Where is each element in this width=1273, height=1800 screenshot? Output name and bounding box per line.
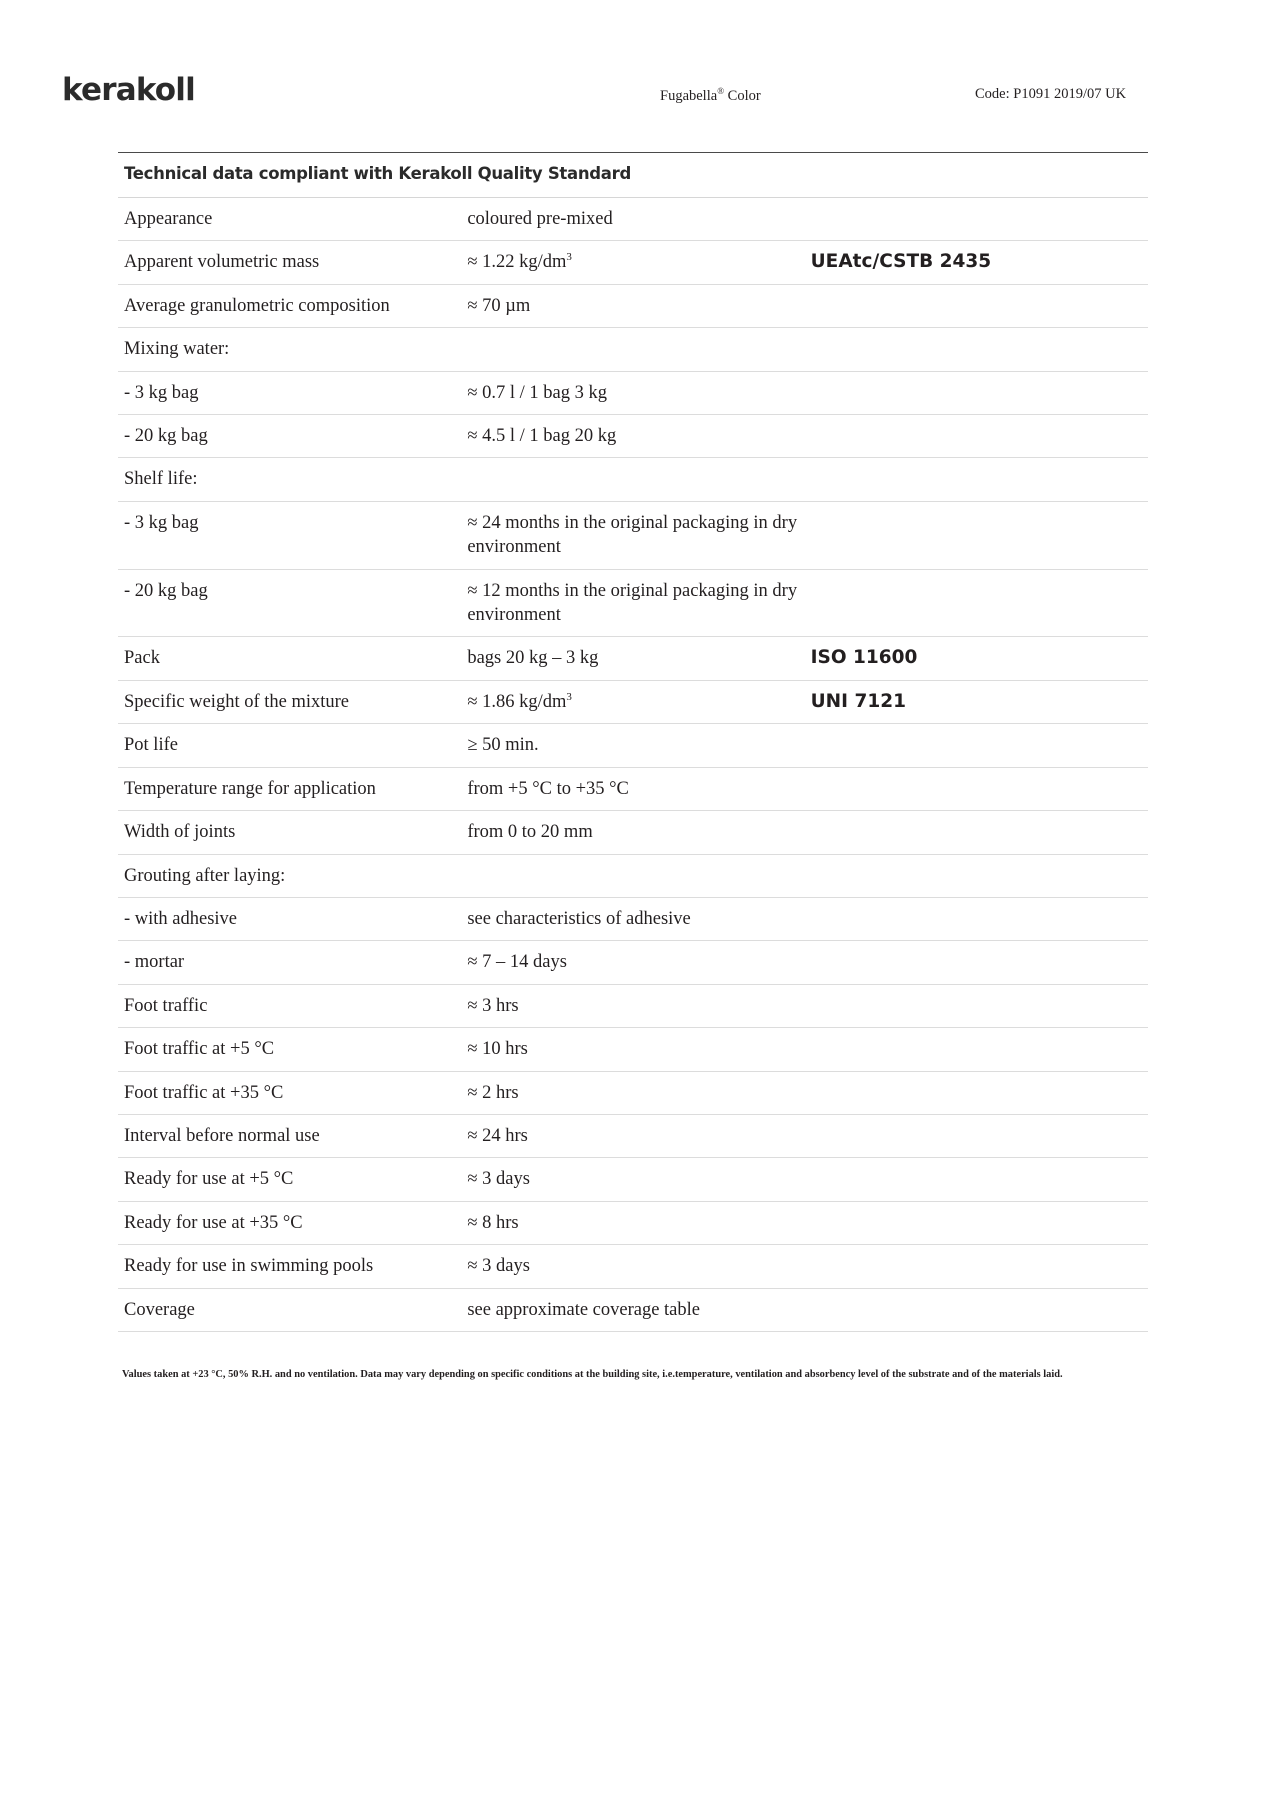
row-standard — [805, 371, 1148, 414]
table-footnote: Values taken at +23 °C, 50% R.H. and no ventilation. Data may vary depending on specific conditions at the building site, i.e.temperature, ventilation and absorbency level of the substrate and of the materials laid. — [122, 1369, 1063, 1380]
table-row — [118, 1158, 1148, 1201]
table-title-row — [118, 153, 1148, 198]
table-row — [118, 1115, 1148, 1158]
row-value: ≈ 0.7 l / 1 bag 3 kg — [461, 371, 804, 414]
kerakoll-logo: kerakoll — [62, 72, 195, 108]
row-value-superscript: 3 — [566, 251, 572, 264]
product-name-suffix: Color — [724, 87, 761, 104]
row-value: bags 20 kg – 3 kg — [461, 637, 804, 680]
technical-data-table-wrap — [118, 152, 1148, 1332]
table-row — [118, 767, 1148, 810]
row-value: ≈ 3 hrs — [461, 984, 804, 1027]
row-label: Temperature range for application — [118, 767, 461, 810]
table-row — [118, 197, 1148, 240]
table-row — [118, 501, 1148, 569]
row-value: see characteristics of adhesive — [461, 897, 804, 940]
row-value: ≈ 24 months in the original packaging in dry environment — [461, 501, 804, 569]
table-row — [118, 941, 1148, 984]
row-value: ≈ 8 hrs — [461, 1201, 804, 1244]
row-standard — [805, 724, 1148, 767]
row-label: - with adhesive — [118, 897, 461, 940]
product-name — [660, 86, 761, 105]
row-standard — [805, 414, 1148, 457]
row-label: - mortar — [118, 941, 461, 984]
row-label: Grouting after laying: — [118, 854, 461, 897]
document-code: Code: P1091 2019/07 UK — [975, 86, 1127, 102]
row-standard — [805, 1288, 1148, 1331]
row-value: ≈ 12 months in the original packaging in dry environment — [461, 569, 804, 637]
row-value — [461, 680, 804, 724]
row-label: - 3 kg bag — [118, 371, 461, 414]
row-value: ≈ 10 hrs — [461, 1028, 804, 1071]
row-standard — [805, 1245, 1148, 1288]
row-label: Foot traffic — [118, 984, 461, 1027]
table-row — [118, 569, 1148, 637]
row-standard — [805, 1158, 1148, 1201]
row-standard — [805, 811, 1148, 854]
row-value: from +5 °C to +35 °C — [461, 767, 804, 810]
row-label: Average granulometric composition — [118, 284, 461, 327]
row-standard — [805, 767, 1148, 810]
row-value — [461, 854, 804, 897]
row-value: ≥ 50 min. — [461, 724, 804, 767]
table-row — [118, 1245, 1148, 1288]
page-header — [0, 72, 1273, 112]
row-standard — [805, 1071, 1148, 1114]
row-label: Interval before normal use — [118, 1115, 461, 1158]
row-standard — [805, 1028, 1148, 1071]
row-value: ≈ 4.5 l / 1 bag 20 kg — [461, 414, 804, 457]
row-value-text: ≈ 1.22 kg/dm — [467, 252, 567, 273]
table-title: Technical data compliant with Kerakoll Quality Standard — [118, 153, 1148, 198]
row-standard — [805, 1115, 1148, 1158]
table-row — [118, 724, 1148, 767]
table-row — [118, 371, 1148, 414]
row-label: Shelf life: — [118, 458, 461, 501]
row-value — [461, 241, 804, 285]
row-standard — [805, 854, 1148, 897]
row-label: Apparent volumetric mass — [118, 241, 461, 285]
row-value: ≈ 3 days — [461, 1158, 804, 1201]
row-label: Pack — [118, 637, 461, 680]
table-row — [118, 680, 1148, 724]
row-standard — [805, 501, 1148, 569]
table-row — [118, 284, 1148, 327]
table-row — [118, 897, 1148, 940]
table-row — [118, 1071, 1148, 1114]
table-row — [118, 241, 1148, 285]
row-standard: UNI 7121 — [805, 680, 1148, 724]
row-standard — [805, 328, 1148, 371]
row-label: - 3 kg bag — [118, 501, 461, 569]
row-value: ≈ 7 – 14 days — [461, 941, 804, 984]
row-value: ≈ 2 hrs — [461, 1071, 804, 1114]
row-standard: UEAtc/CSTB 2435 — [805, 241, 1148, 285]
row-label: Foot traffic at +5 °C — [118, 1028, 461, 1071]
row-value — [461, 328, 804, 371]
row-value: ≈ 3 days — [461, 1245, 804, 1288]
row-value-text: ≈ 1.86 kg/dm — [467, 691, 567, 712]
row-label: - 20 kg bag — [118, 414, 461, 457]
table-body — [118, 153, 1148, 1332]
table-row — [118, 458, 1148, 501]
row-label: Ready for use at +35 °C — [118, 1201, 461, 1244]
technical-data-table — [118, 152, 1148, 1332]
row-label: Width of joints — [118, 811, 461, 854]
table-row — [118, 854, 1148, 897]
row-label: Foot traffic at +35 °C — [118, 1071, 461, 1114]
row-standard: ISO 11600 — [805, 637, 1148, 680]
table-row — [118, 1201, 1148, 1244]
row-value-superscript: 3 — [566, 690, 572, 703]
row-label: Specific weight of the mixture — [118, 680, 461, 724]
table-row — [118, 1028, 1148, 1071]
table-row — [118, 811, 1148, 854]
product-name-text: Fugabella — [660, 87, 718, 104]
row-standard — [805, 197, 1148, 240]
row-standard — [805, 284, 1148, 327]
registered-mark: ® — [717, 86, 725, 96]
row-standard — [805, 984, 1148, 1027]
row-standard — [805, 458, 1148, 501]
row-standard — [805, 941, 1148, 984]
row-value: ≈ 24 hrs — [461, 1115, 804, 1158]
row-value: from 0 to 20 mm — [461, 811, 804, 854]
row-label: Mixing water: — [118, 328, 461, 371]
row-label: Appearance — [118, 197, 461, 240]
row-standard — [805, 1201, 1148, 1244]
table-row — [118, 637, 1148, 680]
table-row — [118, 414, 1148, 457]
row-value: ≈ 70 µm — [461, 284, 804, 327]
row-value: coloured pre-mixed — [461, 197, 804, 240]
row-value — [461, 458, 804, 501]
row-label: Ready for use at +5 °C — [118, 1158, 461, 1201]
row-label: Pot life — [118, 724, 461, 767]
row-label: - 20 kg bag — [118, 569, 461, 637]
row-label: Coverage — [118, 1288, 461, 1331]
table-row — [118, 1288, 1148, 1331]
row-standard — [805, 569, 1148, 637]
table-row — [118, 984, 1148, 1027]
row-value: see approximate coverage table — [461, 1288, 804, 1331]
table-row — [118, 328, 1148, 371]
row-standard — [805, 897, 1148, 940]
row-label: Ready for use in swimming pools — [118, 1245, 461, 1288]
